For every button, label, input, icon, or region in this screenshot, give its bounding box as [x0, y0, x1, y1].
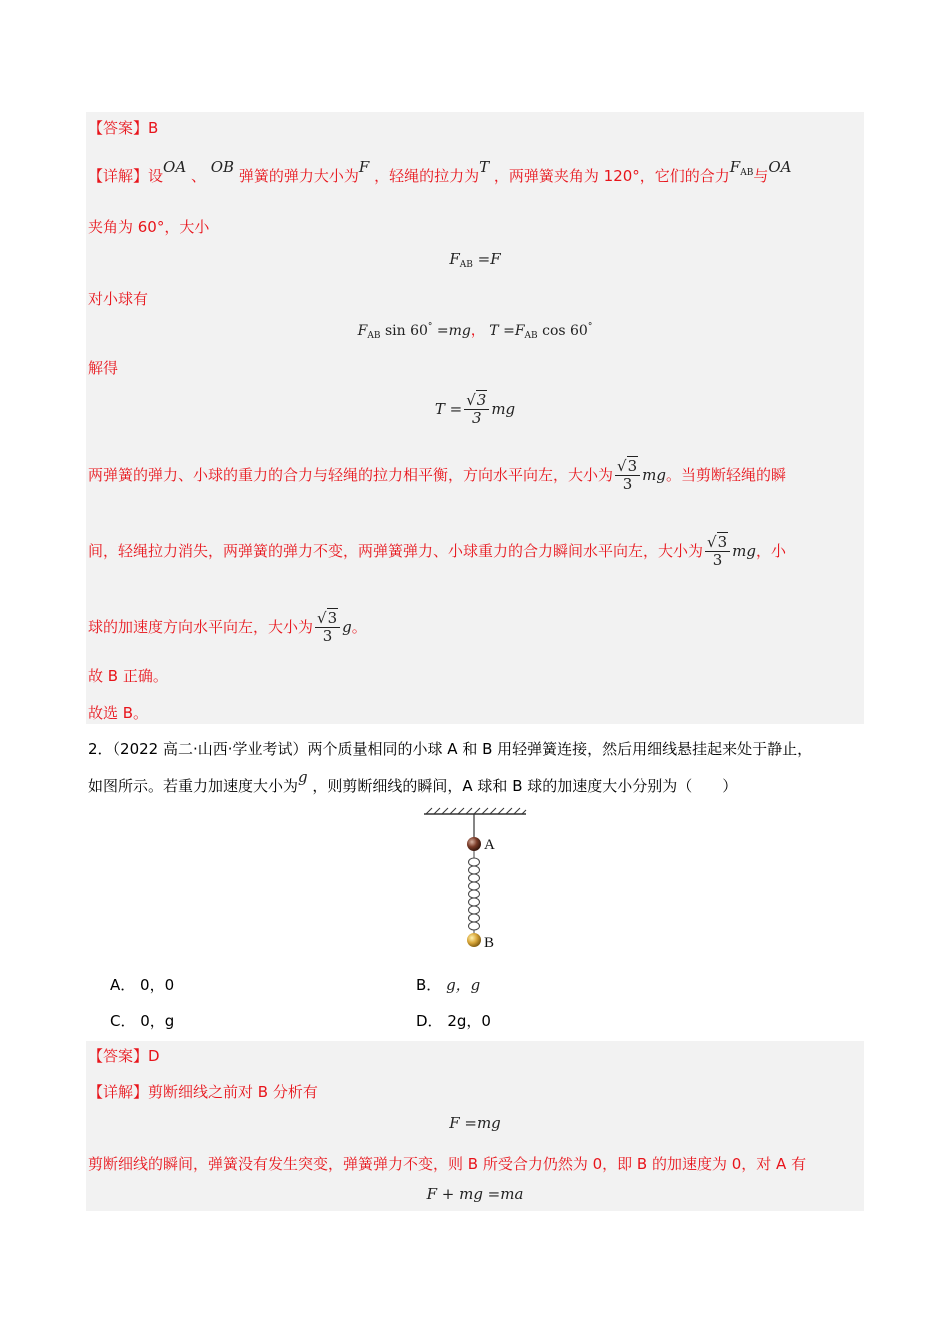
paragraph-2: 间，轻绳拉力消失，两弹簧的弹力不变，两弹簧弹力、小球重力的合力瞬间水平向左，大小为 $\frac{√3}{3}$ mg，小 [88, 533, 786, 569]
detail-label: 【详解】 [88, 167, 149, 185]
equation-f-mg-ma: F + mg =ma [426, 1185, 524, 1203]
paragraph-1: 两弹簧的弹力、小球的重力的合力与轻绳的拉力相平衡，方向水平向左，大小为 $\frac{√3}{3}$ mg。当剪断轻绳的瞬 [88, 457, 786, 493]
detail-line-2: 夹角为 60°，大小 [88, 218, 210, 236]
detail-text: 设 [148, 167, 164, 185]
detail-2: 【详解】剪断细线之前对 B 分析有 [88, 1083, 318, 1101]
answer-2: 【答案】D [88, 1047, 160, 1065]
question-text: 如图所示。若重力加速度大小为 [88, 777, 299, 795]
equation-balance: $F_{AB}$ sin 60° =mg， $T =F_{AB}$ cos 60° [357, 322, 593, 341]
answer-1: 【答案】B [88, 119, 159, 137]
paragraph-q2: 剪断细线的瞬间，弹簧没有发生突变，弹簧弹力不变，则 B 所受合力仍然为 0，即 B 的加速度为 0，对 A 有 [88, 1155, 807, 1173]
label-a: A [484, 837, 495, 853]
ball-b [467, 933, 481, 947]
spring [469, 851, 480, 934]
math-f: F [358, 158, 370, 176]
equation-f-mg: F =mg [449, 1114, 501, 1132]
detail-line-1 [88, 158, 792, 192]
question-text: （2022 高二·山西·学业考试）两个质量相同的小球 A 和 B 用轻弹簧连接，然后用细线悬挂起来处于静止， [112, 740, 813, 758]
label-b: B [484, 935, 495, 951]
detail-text: ，轻绳的拉力为 [374, 167, 480, 185]
equation-fab: $F_{AB} =F$ [449, 250, 501, 270]
math-oa: OA [768, 158, 792, 176]
question-2-line-1 [88, 739, 812, 759]
correct-text: 故 B 正确。 [88, 667, 168, 685]
ceiling [424, 808, 526, 814]
to-ball-text: 对小球有 [88, 290, 149, 308]
question-2-line-2 [88, 768, 738, 796]
question-number: 2． [88, 740, 113, 758]
question-text: ，则剪断细线的瞬间，A 球和 B 球的加速度大小分别为（ ） [312, 777, 738, 795]
detail-text: 弹簧的弹力大小为 [238, 167, 359, 185]
math-g: g [298, 768, 308, 786]
ball-a [467, 837, 481, 851]
paragraph-3: 球的加速度方向水平向左，大小为 $\frac{√3}{3}$ g。 [88, 609, 367, 645]
option-c[interactable]: C． 0，g [110, 1012, 175, 1030]
solve-text: 解得 [88, 359, 119, 377]
option-a[interactable]: A． 0，0 [110, 976, 175, 994]
math-oa: OA [163, 158, 187, 176]
math-fab: $F_{AB}$ [729, 158, 754, 178]
option-d[interactable]: D． 2g，0 [416, 1012, 491, 1030]
detail-text: 、 [190, 167, 206, 185]
equation-t: T = $\frac{√3}{3}$ mg [434, 391, 516, 427]
option-b[interactable]: B． g，g [416, 976, 481, 994]
spring-figure [420, 806, 530, 952]
math-t: T [479, 158, 490, 176]
detail-text: 与 [753, 167, 769, 185]
choose-text: 故选 B。 [88, 704, 149, 722]
detail-text: ，两弹簧夹角为 120°，它们的合力 [493, 167, 730, 185]
math-ob: OB [210, 158, 235, 176]
